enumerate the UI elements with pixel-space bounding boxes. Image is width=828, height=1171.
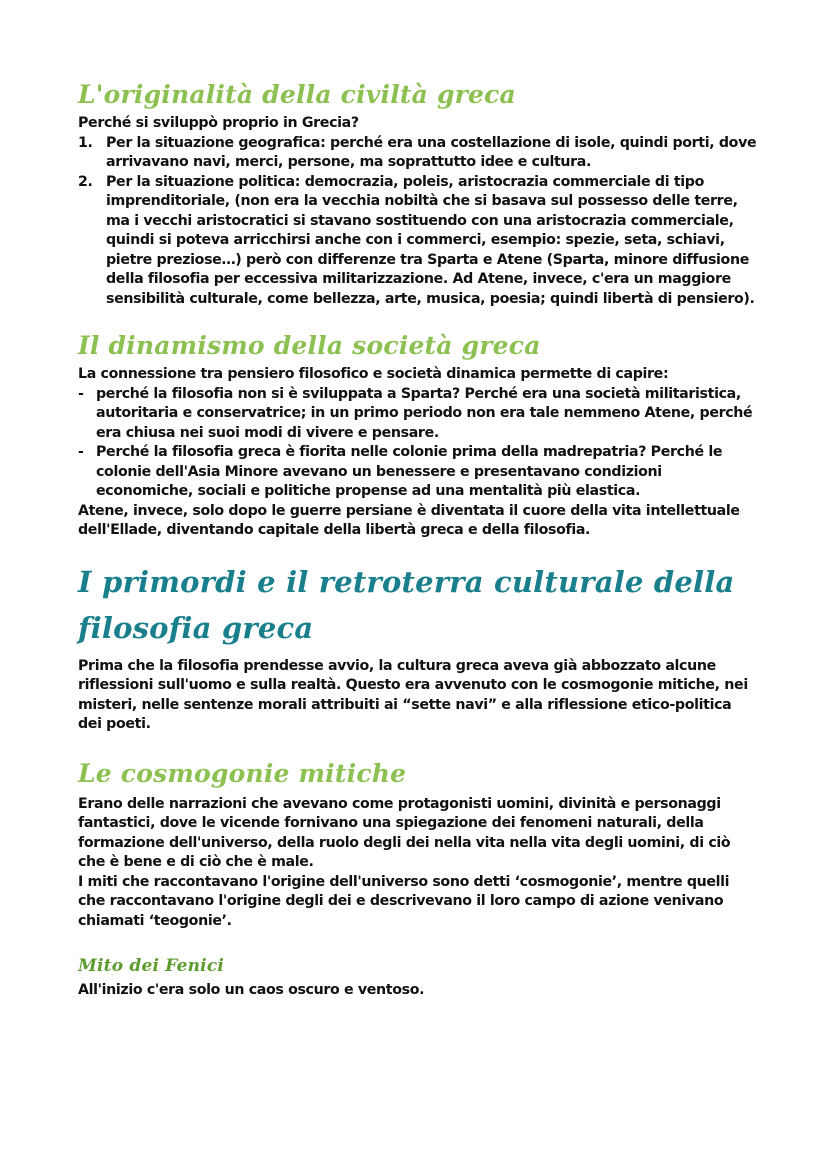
list-item <box>78 134 758 173</box>
cosmogonie-paragraph-2: I miti che raccontavano l'origine dell'universo sono detti ‘cosmogonie’, mentre quelli che raccontavano l'origine degli dei e descrivevano il loro campo di azione venivano chiamati ‘teogonie’. <box>78 873 730 929</box>
primordi-body: Prima che la filosofia prendesse avvio, la cultura greca aveva già abbozzato alcune riflessioni sull'uomo e sulla realtà. Questo era avvenuto con le cosmogonie mitiche, nei misteri, nelle sentenze morali attribuiti ai “sette navi” e alla riflessione etico-politica dei poeti. <box>78 657 748 732</box>
numbered-list <box>78 134 758 310</box>
heading-mito-fenici: Mito dei Fenici <box>78 956 225 976</box>
list-item-text: perché la filosofia non si è sviluppata a Sparta? Perché era una società militaristica, autoritaria e conservatrice; in un primo periodo non era tale nemmeno Atene, perché era chiusa nei suoi modi di vivere e pensare. <box>96 385 753 441</box>
question-text: Perché si sviluppò proprio in Grecia? <box>78 115 359 131</box>
list-item-text: Perché la filosofia greca è fiorita nelle colonie prima della madrepatria? Perché le colonie dell'Asia Minore avevano un benessere e presentavano condizioni economiche, sociali e politiche propense ad una mentalità più elastica. <box>96 444 723 499</box>
list-item-text: Per la situazione politica: democrazia, poleis, aristocrazia commerciale di tipo imprenditoriale, (non era la vecchia nobiltà che si basava sul possesso delle terre, ma i vecchi aristocratici si stavano sostituendo con una aristocrazia commerciale, quindi si poteva arricchirsi anche con i commerci, esempio: spezie, seta, schiavi, pietre preziose…) però con differenze tra Sparta e Atene (Sparta, minore diffusione della filosofia per eccessiva militarizzazione. Ad Atene, invece, c'era un maggiore sensibilità culturale, come bellezza, arte, musica, poesia; quindi libertà di pensiero). <box>106 173 755 307</box>
list-number: 1. <box>78 134 93 151</box>
heading-originalita: L'originalità della civiltà greca <box>78 80 516 109</box>
list-item <box>78 173 758 310</box>
list-item <box>78 385 758 444</box>
heading-primordi <box>78 559 758 651</box>
list-item-text: Per la situazione geografica: perché era una costellazione di isole, quindi porti, dove arrivavano navi, merci, persone, ma soprattutto idee e cultura. <box>106 134 757 170</box>
document-page <box>78 78 758 1001</box>
mito-body: All'inizio c'era solo un caos oscuro e ventoso. <box>78 982 425 998</box>
outro-text: Atene, invece, solo dopo le guerre persiane è diventata il cuore della vita intellettuale dell'Ellade, diventando capitale della libertà greca e della filosofia. <box>78 502 740 538</box>
list-number: 2. <box>78 173 93 190</box>
heading-primordi-line1: I primordi e il retroterra culturale della <box>78 564 735 599</box>
bullet-list <box>78 385 758 502</box>
heading-primordi-line2: filosofia greca <box>78 610 314 645</box>
cosmogonie-paragraph-1: Erano delle narrazioni che avevano come protagonisti uomini, divinità e personaggi fantastici, dove le vicende fornivano una spiegazione dei fenomeni naturali, della formazione dell'universo, della ruolo degli dei nella vita nella vita degli uomini, di ciò che è bene e di ciò che è male. <box>78 795 731 870</box>
heading-dinamismo: Il dinamismo della società greca <box>78 331 541 360</box>
bullet-dash: - <box>78 385 84 402</box>
heading-cosmogonie: Le cosmogonie mitiche <box>78 758 407 788</box>
list-item <box>78 443 758 502</box>
intro-text: La connessione tra pensiero filosofico e società dinamica permette di capire: <box>78 366 669 382</box>
bullet-dash: - <box>78 444 84 460</box>
